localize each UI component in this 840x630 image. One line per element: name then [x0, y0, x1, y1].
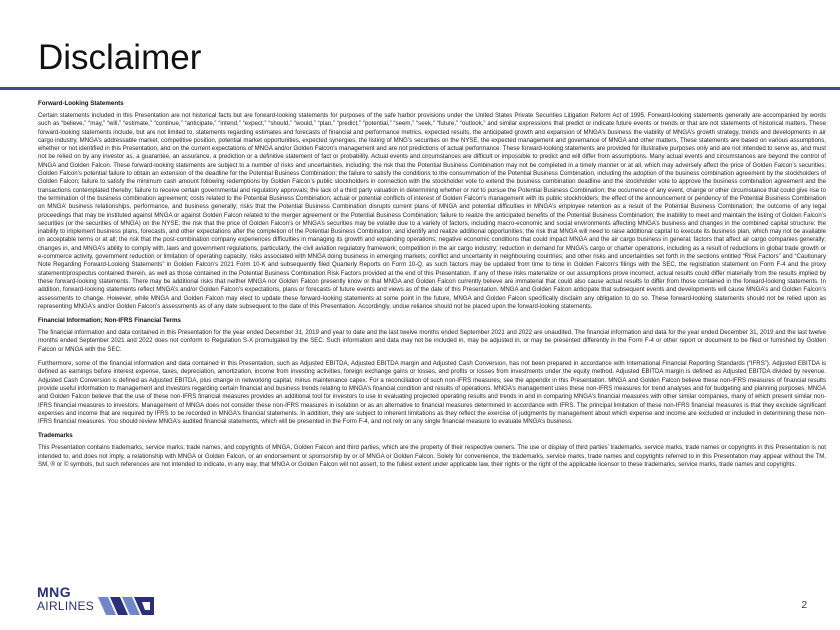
disclaimer-body	[38, 100, 826, 472]
section-paragraph: Furthermore, some of the financial information and data contained in this Presentation, such as Adjusted EBITDA, Adjusted EBITDA margin and Adjusted Cash Conversion, has not been prepared in accordance with International Financial Reporting Standards (“IFRS”). Adjusted EBITDA is defined as earnings before interest expense, taxes, depreciation, amortization, income from investing activities, foreign exchange gains or losses, and profits or losses from investments under the equity method. Adjusted EBITDA margin is defined as Adjusted EBITDA divided by revenue. Adjusted Cash Conversion is defined as Adjusted EBITDA, plus change in networking capital, minus maintenance capex. For a reconciliation of such non-IFRS measures, see the appendix in this Presentation. MNGA and Golden Falcon believe these non-IFRS measures of financial results provide useful information to management and investors regarding certain financial and business trends relating to MNGA’s financial condition and results of operations. MNGA’s management uses these non-IFRS measures for trend analyses and for budgeting and planning purposes. MNGA and Golden Falcon believe that the use of these non-IFRS financial measures provides an additional tool for investors to use in evaluating projected operating results and trends in and in comparing MNGA’s financial measures with other similar companies, many of which present similar non-IFRS financial measures to investors. Management of MNGA does not consider these non-IFRS measures in isolation or as an alternative to financial measures determined in accordance with IFRS. The principal limitation of these non-IFRS financial measures is that they exclude significant expenses and income that are required by IFRS to be recorded in MNGA’s financial statements. In addition, they are subject to inherent limitations as they reflect the exercise of judgments by management about which expense and income are excluded or included in determining these non-IFRS financial measures. You should review MNGA’s audited financial statements, which will be presented in the Form F-4, and not rely on any single financial measure to evaluate MNGA’s business.	[38, 360, 826, 426]
page-number: 2	[801, 600, 807, 611]
logo-mark-icon	[98, 597, 154, 615]
mng-airlines-logo	[37, 585, 157, 619]
section-financial-information	[38, 317, 826, 426]
section-paragraph: Certain statements included in this Presentation are not historical facts but are forward-looking statements for purposes of the safe harbor provisions under the United States Private Securities Litigation Reform Act of 1995. Forward-looking statements generally are accompanied by words such as “believe,” “may,” “will,” “estimate,” “continue,” “anticipate,” “intend,” “expect,” “should,” “would,” “plan,” “predict,” “potential,” “seem,” “seek,” “future,” “outlook,” and similar expressions that predict or indicate future events or trends or that are not statements of historical matters. These forward-looking statements include, but are not limited to, statements regarding estimates and forecasts of financial and performance metrics, expected results, the anticipated growth and expansion of MNGA’s business the viability of MNGA’s growth strategy, trends and developments in air cargo industry, MNGA’s addressable market, competitive position, potential market opportunities, expected synergies, the listing of MNG’s securities on the NYSE, the expected management and governance of MNGA and other matters. These statements are based on various assumptions, whether or not identified in this Presentation, and on the current expectations of MNGA and/or Golden Falcon’s management and are not predictions of actual performance. These forward-looking statements are provided for illustrative purposes only and are not intended to serve as, and must not be relied on by any investor as, a guarantee, an assurance, a prediction or a definitive statement of fact or probability. Actual events and circumstances are difficult or impossible to predict and will differ from assumptions. Many actual events and circumstances are beyond the control of MNGA and Golden Falcon. These forward-looking statements are subject to a number of risks and uncertainties, including: the risk that the Potential Business Combination may not be completed in a timely manner or at all, which may adversely affect the price of Golden Falcon’s securities; Golden Falcon’s potential failure to obtain an extension of the deadline for the Potential Business Combination; the failure to satisfy the conditions to the consummation of the Potential Business Combination, including the adoption of the business combination agreement by the stockholders of Golden Falcon; failure to satisfy the minimum cash amount following redemptions by Golden Falcon’s public stockholders in connection with the stockholder vote to extend the business combination deadline and the stockholder vote to approve the business combination agreement and the transactions contemplated thereby; failure to receive certain governmental and regulatory approvals; the lack of a third party valuation in determining whether or not to pursue the Potential Business Combination; the occurrence of any event, change or other circumstance that could give rise to the termination of the business combination agreement; costs related to the Potential Business Combination; actual or potential conflicts of interest of Golden Falcon’s management with its public stockholders; the effect of the announcement or pendency of the Potential Business Combination on MNGA’ business relationships, performance, and business generally; risks that the Potential Business Combination disrupts current plans of MNGA and potential difficulties in MNGA’s employee retention as a result of the Potential Business Combination; the outcome of any legal proceedings that may be instituted against MNGA or against Golden Falcon related to the merger agreement or the Potential Business Combination; failure to realize the anticipated benefits of the Potential Business Combination; the inability to meet and maintain the listing of Golden Falcon’s securities (or the securities of MNGA) on the NYSE; the risk that the price of Golden Falcon’s or MNGA’s securities may be volatile due to a variety of factors, including macro-economic and social environments affecting MNGA’s business and changes in the combined capital structure; the inability to implement business plans, forecasts, and other expectations after the completion of the Potential Business Combination, and identify and realize additional opportunities; the risk that MNGA will need to raise additional capital to execute its business plan, which may not be available on acceptable terms or at all; the risk that the post-combination company experiences difficulties in managing its growth and expanding operations; negative economic conditions that could impact MNGA and the air cargo business in general; factors that affect air cargo companies generally; changes in, and MNGA’s ability to comply with, laws and government regulations, particularly, the civil aviation regulatory framework; competition in the air cargo industry; reduction in demand for MNGA’s cargo or charter operations, including as a result of reductions in global trade growth or e-commerce activity, government reduction or limitation of operating capacity; risks associated with MNGA doing business in emerging markets; conflict and uncertainty in neighbouring countries; and other risks and uncertainties set forth in the sections entitled “Risk Factors” and “Cautionary Note Regarding Forward-Looking Statements” in Golden Falcon’s 2021 Form 10-K and subsequently filed Quarterly Reports on Form 10-Q, as such factors may be updated from time to time in Golden Falcon’s filings with the SEC, the registration statement on Form F-4 and the proxy statement/prospectus contained therein, as well as those contained in the Potential Business Combination Risk Factors provided at the end of this Presentation. If any of these risks materialize or our assumptions prove incorrect, actual results could differ materially from the results implied by these forward-looking statements. There may be additional risks that neither MNGA nor Golden Falcon presently know or that MNGA and Golden Falcon currently believe are immaterial that could also cause actual results to differ from those contained in the forward-looking statements. In addition, forward-looking statements reflect MNGA’s and/or Golden Falcon’s expectations, plans or forecasts of future events and views as of the date of this Presentation. MNGA and Golden Falcon anticipate that subsequent events and developments will cause MNGA’s and Golden Falcon’s assessments to change. However, while MNGA and Golden Falcon may elect to update these forward-looking statements at some point in the future, MNGA and Golden Falcon specifically disclaim any obligation to do so. These forward-looking statements should not be relied upon as representing MNGA’s and/or Golden Falcon’s assessments as of any date subsequent to the date of this Presentation. Accordingly, undue reliance should not be placed upon the forward-looking statements.	[38, 112, 826, 310]
section-trademarks	[38, 432, 826, 469]
section-forward-looking	[38, 100, 826, 311]
section-paragraph: The financial information and data contained in this Presentation for the year ended December 31, 2019 and year to date and the last twelve months ended September 2021 and 2022 are unaudited. The financial information and data for the year ended December 31, 2019 and the last twelve months ended September 2021 and 2022 does not conform to Regulation S-X promulgated by the SEC. Such information and data may not be included in, may be adjusted in, or may be presented differently in the Form F-4 or other report or document to be filed or furnished by Golden Falcon or MNGA with the SEC.	[38, 329, 826, 353]
logo-text-mng: MNG	[37, 584, 72, 600]
slide-title: Disclaimer	[38, 38, 202, 77]
logo-text-airlines: AIRLINES	[37, 599, 95, 613]
section-paragraph: This Presentation contains trademarks, service marks, trade names, and copyrights of MNGA, Golden Falcon and third parties, which are the property of their respective owners. The use or display of third parties’ trademarks, service marks, trade names or copyrights in this Presentation is not intended to, and does not imply, a relationship with MNGA or Golden Falcon, or an endorsement or sponsorship by or of MNGA or Golden Falcon. Solely for convenience, the trademarks, service marks, trade names and copyrights referred to in this Presentation may appear without the TM, SM, ® or © symbols, but such references are not intended to indicate, in any way, that MNGA or Golden Falcon will not assert, to the fullest extent under applicable law, their rights or the right of the applicable licensor to these trademarks, service marks, trade names and copyrights.	[38, 444, 826, 468]
section-heading: Trademarks	[38, 432, 73, 440]
title-divider	[0, 87, 840, 90]
section-heading: Financial Information; Non-IFRS Financial Terms	[38, 317, 181, 325]
section-heading: Forward-Looking Statements	[38, 100, 124, 107]
